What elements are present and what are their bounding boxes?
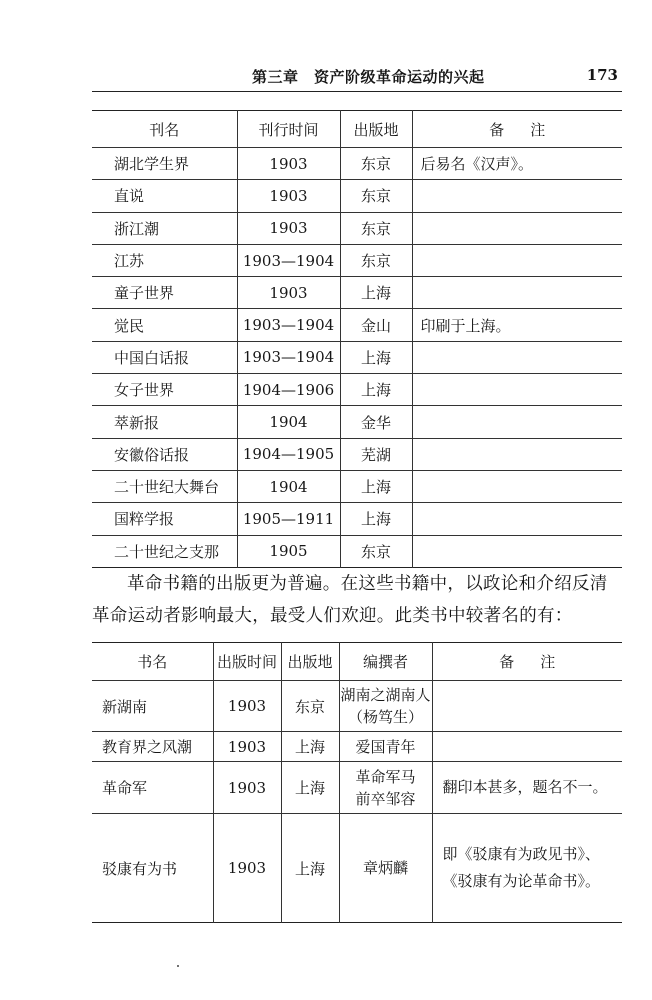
cell-time: 1903—1904 bbox=[237, 341, 340, 373]
editor-line-1: 湖南之湖南人 bbox=[340, 686, 431, 704]
table-row bbox=[92, 438, 622, 470]
cell-name: 国粹学报 bbox=[92, 503, 237, 535]
table-row bbox=[92, 277, 622, 309]
books-table bbox=[92, 642, 622, 923]
table-row bbox=[92, 309, 622, 341]
cell-note: 印刷于上海。 bbox=[412, 309, 622, 341]
table-row bbox=[92, 814, 622, 923]
column-header-time: 出版时间 bbox=[213, 643, 281, 681]
cell-place: 上海 bbox=[281, 732, 339, 762]
cell-note: 翻印本甚多，题名不一。 bbox=[432, 762, 622, 814]
table-header-row bbox=[92, 643, 622, 681]
editor-line-2: （杨笃生） bbox=[347, 708, 423, 726]
header-rule bbox=[92, 91, 622, 92]
cell-time: 1903—1904 bbox=[237, 244, 340, 276]
column-header-name: 书名 bbox=[137, 653, 168, 671]
cell-name: 二十世纪之支那 bbox=[92, 535, 237, 567]
column-header-name: 刊名 bbox=[149, 120, 180, 139]
column-header-place: 出版地 bbox=[281, 643, 339, 681]
cell-note bbox=[412, 180, 622, 212]
cell-place: 东京 bbox=[340, 148, 412, 180]
cell-place: 上海 bbox=[281, 762, 339, 814]
table-row bbox=[92, 762, 622, 814]
cell-time: 1904 bbox=[237, 406, 340, 438]
cell-name: 觉民 bbox=[92, 309, 237, 341]
cell-time: 1903 bbox=[213, 814, 281, 923]
cell-note bbox=[432, 681, 622, 732]
cell-time: 1903—1904 bbox=[237, 309, 340, 341]
cell-note bbox=[412, 341, 622, 373]
cell-name: 二十世纪大舞台 bbox=[92, 470, 237, 502]
cell-time: 1905 bbox=[237, 535, 340, 567]
cell-time: 1903 bbox=[213, 681, 281, 732]
table-row bbox=[92, 535, 622, 567]
cell-note: 即《驳康有为政见书》、《驳康有为论革命书》。 bbox=[432, 814, 622, 923]
cell-place: 上海 bbox=[340, 374, 412, 406]
cell-place: 金华 bbox=[340, 406, 412, 438]
cell-note bbox=[412, 406, 622, 438]
cell-name: 教育界之风潮 bbox=[92, 732, 213, 762]
cell-note bbox=[412, 244, 622, 276]
table-row bbox=[92, 406, 622, 438]
editor-line-2: 前卒邹容 bbox=[355, 789, 416, 808]
periodicals-table bbox=[92, 110, 622, 568]
cell-editor bbox=[339, 732, 432, 762]
body-paragraph bbox=[92, 568, 622, 632]
cell-name: 安徽俗话报 bbox=[92, 438, 237, 470]
editor-line-1: 革命军马 bbox=[355, 767, 416, 786]
cell-time: 1903 bbox=[237, 148, 340, 180]
cell-note bbox=[412, 438, 622, 470]
table-row bbox=[92, 681, 622, 732]
cell-time: 1904—1906 bbox=[237, 374, 340, 406]
cell-time: 1903 bbox=[237, 180, 340, 212]
table-row bbox=[92, 470, 622, 502]
cell-place: 东京 bbox=[340, 180, 412, 212]
cell-note bbox=[412, 503, 622, 535]
cell-name: 江苏 bbox=[92, 244, 237, 276]
page-header bbox=[92, 64, 622, 92]
table-row bbox=[92, 732, 622, 762]
cell-place: 上海 bbox=[340, 503, 412, 535]
cell-editor bbox=[339, 762, 432, 814]
page-number: 173 bbox=[586, 66, 618, 84]
editor-line-1: 章炳麟 bbox=[362, 859, 408, 877]
column-header-note: 备注 bbox=[432, 643, 622, 681]
cell-time: 1903 bbox=[237, 212, 340, 244]
cell-name: 直说 bbox=[92, 180, 237, 212]
cell-time: 1903 bbox=[213, 762, 281, 814]
cell-note bbox=[412, 470, 622, 502]
cell-note bbox=[412, 535, 622, 567]
cell-place: 东京 bbox=[340, 244, 412, 276]
cell-name: 女子世界 bbox=[92, 374, 237, 406]
cell-editor bbox=[339, 681, 432, 732]
cell-note bbox=[412, 374, 622, 406]
cell-note bbox=[412, 277, 622, 309]
cell-name: 革命军 bbox=[92, 762, 213, 814]
scan-speck bbox=[177, 965, 179, 967]
table-row bbox=[92, 212, 622, 244]
table-row bbox=[92, 374, 622, 406]
column-header-editor: 编撰者 bbox=[339, 643, 432, 681]
cell-place: 东京 bbox=[340, 535, 412, 567]
column-header-time: 刊行时间 bbox=[237, 111, 340, 148]
paragraph-text: 革命书籍的出版更为普遍。在这些书籍中，以政论和介绍反清革命运动者影响最大，最受人们欢迎。此类书中较著名的有： bbox=[92, 574, 608, 626]
table-row bbox=[92, 341, 622, 373]
cell-name: 湖北学生界 bbox=[92, 148, 237, 180]
table-header-row bbox=[92, 111, 622, 148]
cell-name: 浙江潮 bbox=[92, 212, 237, 244]
cell-place: 芜湖 bbox=[340, 438, 412, 470]
editor-line-1: 爱国青年 bbox=[355, 737, 416, 756]
cell-note: 后易名《汉声》。 bbox=[412, 148, 622, 180]
cell-time: 1904—1905 bbox=[237, 438, 340, 470]
chapter-title: 第三章 资产阶级革命运动的兴起 bbox=[252, 68, 485, 86]
cell-name: 驳康有为书 bbox=[92, 814, 213, 923]
table-row bbox=[92, 503, 622, 535]
cell-note bbox=[412, 212, 622, 244]
cell-name: 童子世界 bbox=[92, 277, 237, 309]
cell-place: 东京 bbox=[340, 212, 412, 244]
table-row bbox=[92, 148, 622, 180]
cell-time: 1905—1911 bbox=[237, 503, 340, 535]
cell-place: 东京 bbox=[281, 681, 339, 732]
cell-name: 中国白话报 bbox=[92, 341, 237, 373]
column-header-place: 出版地 bbox=[340, 111, 412, 148]
cell-time: 1904 bbox=[237, 470, 340, 502]
cell-place: 上海 bbox=[340, 470, 412, 502]
cell-time: 1903 bbox=[237, 277, 340, 309]
cell-place: 上海 bbox=[340, 277, 412, 309]
column-header-note: 备注 bbox=[412, 111, 622, 148]
table-row bbox=[92, 180, 622, 212]
cell-note bbox=[432, 732, 622, 762]
cell-place: 上海 bbox=[281, 814, 339, 923]
cell-place: 金山 bbox=[340, 309, 412, 341]
cell-name: 萃新报 bbox=[92, 406, 237, 438]
cell-editor bbox=[339, 814, 432, 923]
cell-time: 1903 bbox=[213, 732, 281, 762]
table-row bbox=[92, 244, 622, 276]
cell-place: 上海 bbox=[340, 341, 412, 373]
cell-name: 新湖南 bbox=[92, 681, 213, 732]
